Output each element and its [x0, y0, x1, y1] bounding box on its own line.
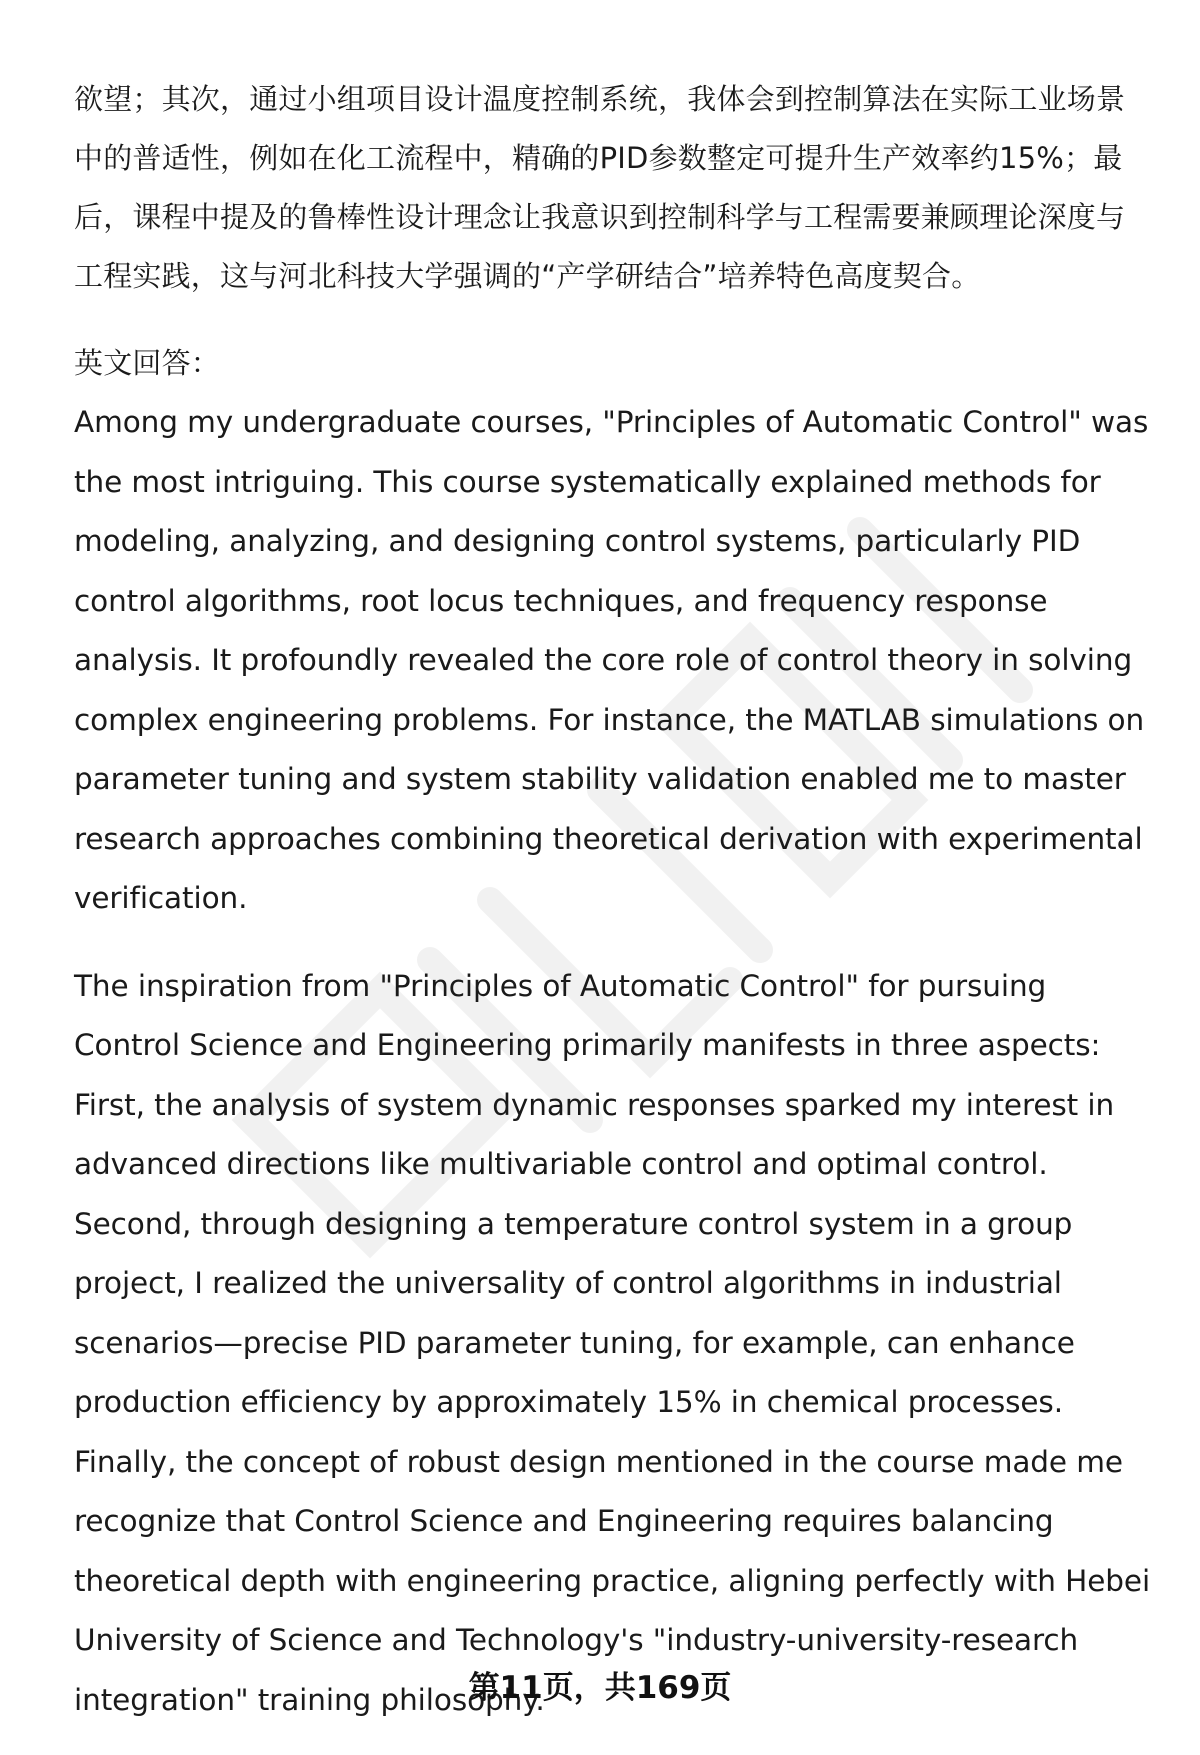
- english-paragraph-2: The inspiration from "Principles of Automatic Control" for pursuing Control Science and Engineering primarily manifests in three aspects: First, the analysis of system dynamic responses sparked my interest in advanced directions like multivariable control and optimal control. Second, through designing a temperature control system in a group project, I realized the universality of control algorithms in industrial scenarios—precise PID parameter tuning, for example, can enhance production efficiency by approximately 15% in chemical processes. Finally, the concept of robust design mentioned in the course made me recognize that Control Science and Engineering requires balancing theoretical depth with engineering practice, aligning perfectly with Hebei University of Science and Technology's "industry-university-research integration" training philosophy.: [74, 968, 1151, 1717]
- english-paragraph-1: Among my undergraduate courses, "Principles of Automatic Control" was the most intriguing. This course systematically explained methods for modeling, analyzing, and designing control systems, particularly PID control algorithms, root locus techniques, and frequency response analysis. It profoundly revealed the core role of control theory in solving complex engineering problems. For instance, the MATLAB simulations on parameter tuning and system stability validation enabled me to master research approaches combining theoretical derivation with experimental verification.: [74, 405, 1149, 915]
- page-number: 第11页，共169页: [468, 1670, 732, 1706]
- english-answer-label: 英文回答：: [74, 346, 221, 380]
- document-body: [74, 70, 1154, 1730]
- chinese-paragraph: 欲望；其次，通过小组项目设计温度控制系统，我体会到控制算法在实际工业场景中的普适性，例如在化工流程中，精确的PID参数整定可提升生产效率约15%；最后，课程中提及的鲁棒性设计理念让我意识到控制科学与工程需要兼顾理论深度与工程实践，这与河北科技大学强调的“产学研结合”培养特色高度契合。: [74, 82, 1126, 293]
